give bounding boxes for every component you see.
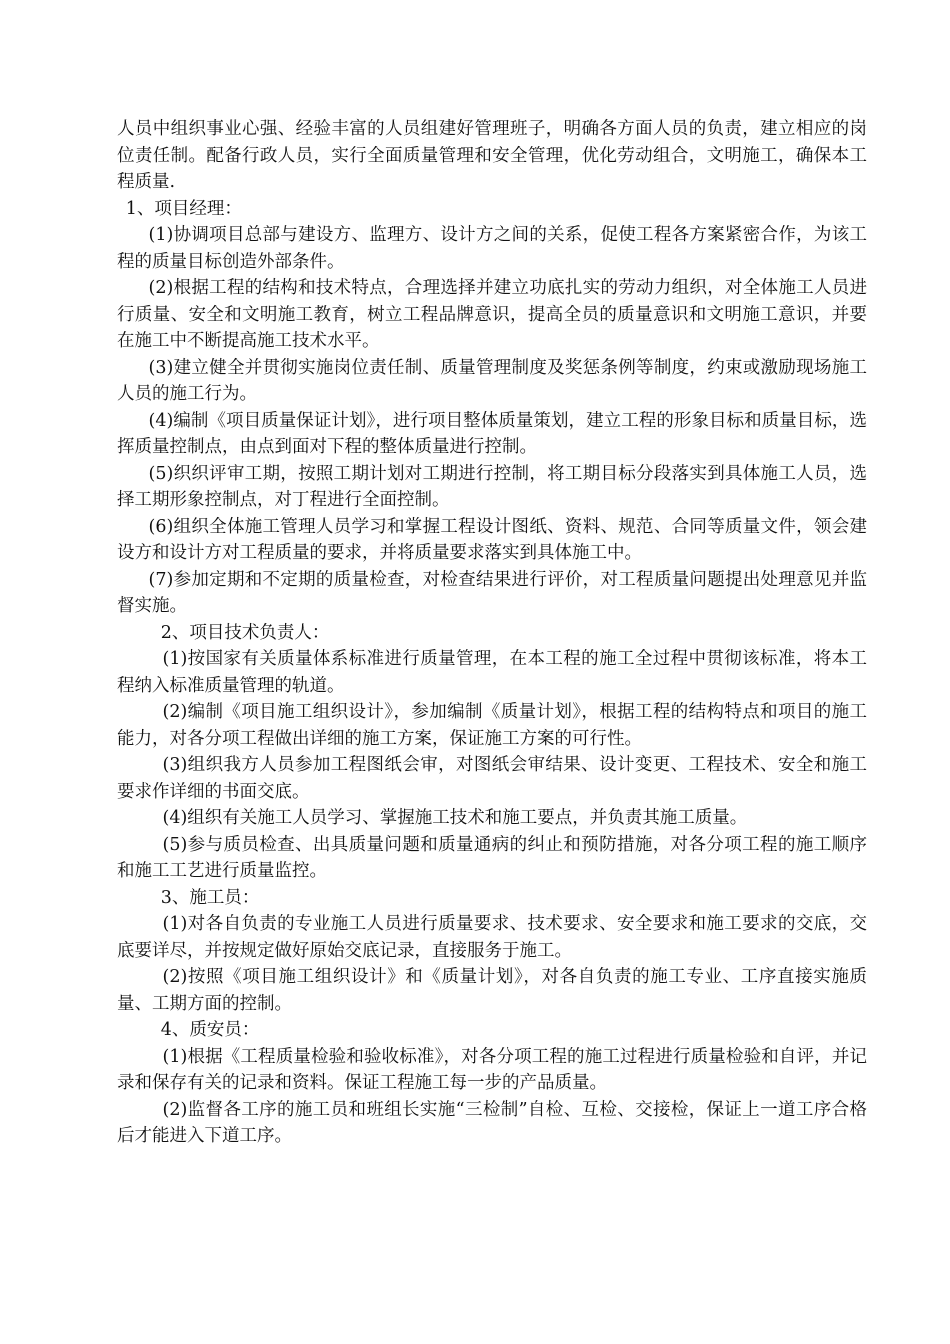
list-item: (1)协调项目总部与建设方、监理方、设计方之间的关系，促使工程各方案紧密合作，为该工程的质量目标创造外部条件。: [117, 225, 867, 272]
section-heading-technical-lead: 2、项目技术负责人：: [160, 622, 330, 643]
list-item: (5)织织评审工期，按照工期计划对工期进行控制，将工期目标分段落实到具体施工人员，选择工期形象控制点，对丁程进行全面控制。: [117, 463, 867, 510]
document-page: [117, 116, 867, 1150]
section-heading-project-manager: 1、项目经理：: [125, 198, 242, 219]
list-item: (1)对各自负责的专业施工人员进行质量要求、技术要求、安全要求和施工要求的交底，交底要详尽，并按规定做好原始交底记录，直接服务于施工。: [117, 914, 867, 961]
list-item: (2)按照《项目施工组织设计》和《质量计划》，对各自负责的施工专业、工序直接实施质量、工期方面的控制。: [117, 967, 867, 1014]
intro-paragraph: 人员中组织事业心强、经验丰富的人员组建好管理班子，明确各方面人员的负责，建立相应的岗位责任制。配备行政人员，实行全面质量管理和安全管理，优化劳动组合，文明施工，确保本工程质量.: [117, 119, 867, 192]
section-heading-quality-safety: 4、质安员：: [160, 1020, 260, 1040]
list-item: (3)建立健全并贯彻实施岗位责任制、质量管理制度及奖惩条例等制度，约束或激励现场施工人员的施工行为。: [117, 357, 867, 404]
list-item: (6)组织全体施工管理人员学习和掌握工程设计图纸、资料、规范、合同等质量文件，领会建设方和设计方对工程质量的要求，并将质量要求落实到具体施工中。: [117, 516, 867, 563]
section-heading-construction-staff: 3、施工员：: [160, 887, 260, 908]
list-item: (4)编制《项目质量保证计划》，进行项目整体质量策划，建立工程的形象目标和质量目标，选挥质量控制点，由点到面对下程的整体质量进行控制。: [117, 410, 867, 457]
list-item: (1)按国家有关质量体系标准进行质量管理，在本工程的施工全过程中贯彻该标准，将本工程纳入标准质量管理的轨道。: [117, 649, 867, 696]
list-item: (2)监督各工序的施工员和班组长实施“三检制”自检、互检、交接检，保证上一道工序合格后才能进入下道工序。: [117, 1099, 867, 1146]
list-item: (2)编制《项目施工组织设计》，参加编制《质量计划》，根据工程的结构特点和项目的施工能力，对各分项工程做出详细的施工方案，保证施工方案的可行性。: [117, 702, 867, 749]
list-item: (5)参与质员检查、出具质量问题和质量通病的纠止和预防措施，对各分项工程的施工顺序和施工工艺进行质量监控。: [117, 834, 867, 881]
list-item: (4)组织有关施工人员学习、掌握施工技术和施工要点，并负责其施工质量。: [162, 808, 748, 828]
list-item: (1)根据《工程质量检验和验收标准》，对各分项工程的施工过程进行质量检验和自评，并记录和保存有关的记录和资料。保证工程施工每一步的产品质量。: [117, 1046, 867, 1093]
list-item: (7)参加定期和不定期的质量检查，对检查结果进行评价，对工程质量问题提出处理意见并监督实施。: [117, 569, 867, 616]
list-item: (3)组织我方人员参加工程图纸会审，对图纸会审结果、设计变更、工程技术、安全和施工要求作详细的书面交底。: [117, 755, 867, 802]
list-item: (2)根据工程的结构和技术特点，合理选择并建立功底扎实的劳动力组织，对全体施工人员进行质量、安全和文明施工教育，树立工程品牌意识，提高全员的质量意识和文明施工意识，并要在施工中不断提高施工技术水平。: [117, 278, 867, 351]
